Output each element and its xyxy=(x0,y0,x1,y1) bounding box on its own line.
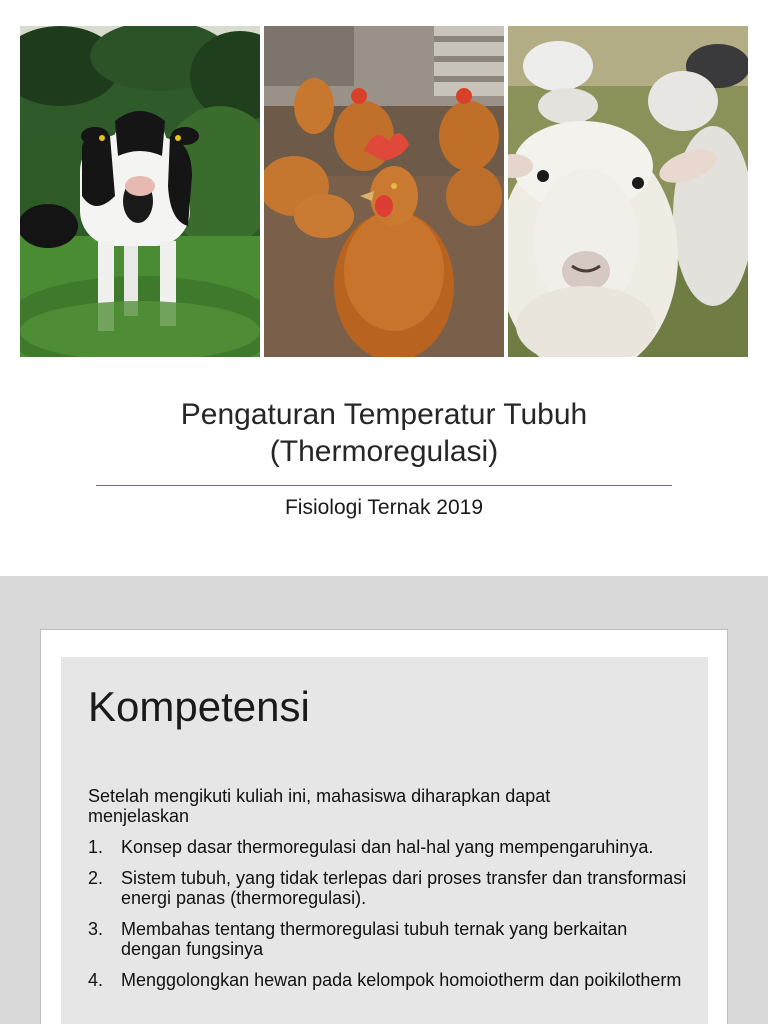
cow-photo xyxy=(20,26,260,357)
chicken-photo xyxy=(264,26,504,357)
title-divider xyxy=(96,485,672,486)
list-item xyxy=(88,868,688,908)
sheep-photo xyxy=(508,26,748,357)
list-item-number: 4. xyxy=(88,970,104,990)
intro-text: Setelah mengikuti kuliah ini, mahasiswa diharapkan dapat menjelaskan xyxy=(88,786,551,826)
slide-heading: Kompetensi xyxy=(88,683,310,730)
list-item-number: 1. xyxy=(88,837,104,857)
competency-list xyxy=(88,837,688,1001)
list-item-text: Sistem tubuh, yang tidak terlepas dari proses transfer dan transformasi energi panas (thermoregulasi). xyxy=(121,868,687,908)
list-item-text: Menggolongkan hewan pada kelompok homoiotherm dan poikilotherm xyxy=(121,970,682,990)
presentation-subtitle: Fisiologi Ternak 2019 xyxy=(284,496,484,519)
list-item xyxy=(88,837,688,857)
title-line-2: (Thermoregulasi) xyxy=(269,435,499,468)
title-line-1: Pengaturan Temperatur Tubuh xyxy=(180,398,588,431)
list-item-text: Konsep dasar thermoregulasi dan hal-hal yang mempengaruhinya. xyxy=(121,837,654,857)
presentation-title xyxy=(0,396,768,470)
list-item-text: Membahas tentang thermoregulasi tubuh ternak yang berkaitan dengan fungsinya xyxy=(121,919,628,959)
list-item-number: 3. xyxy=(88,919,104,939)
list-item-number: 2. xyxy=(88,868,104,888)
list-item xyxy=(88,970,688,990)
list-item xyxy=(88,919,688,959)
